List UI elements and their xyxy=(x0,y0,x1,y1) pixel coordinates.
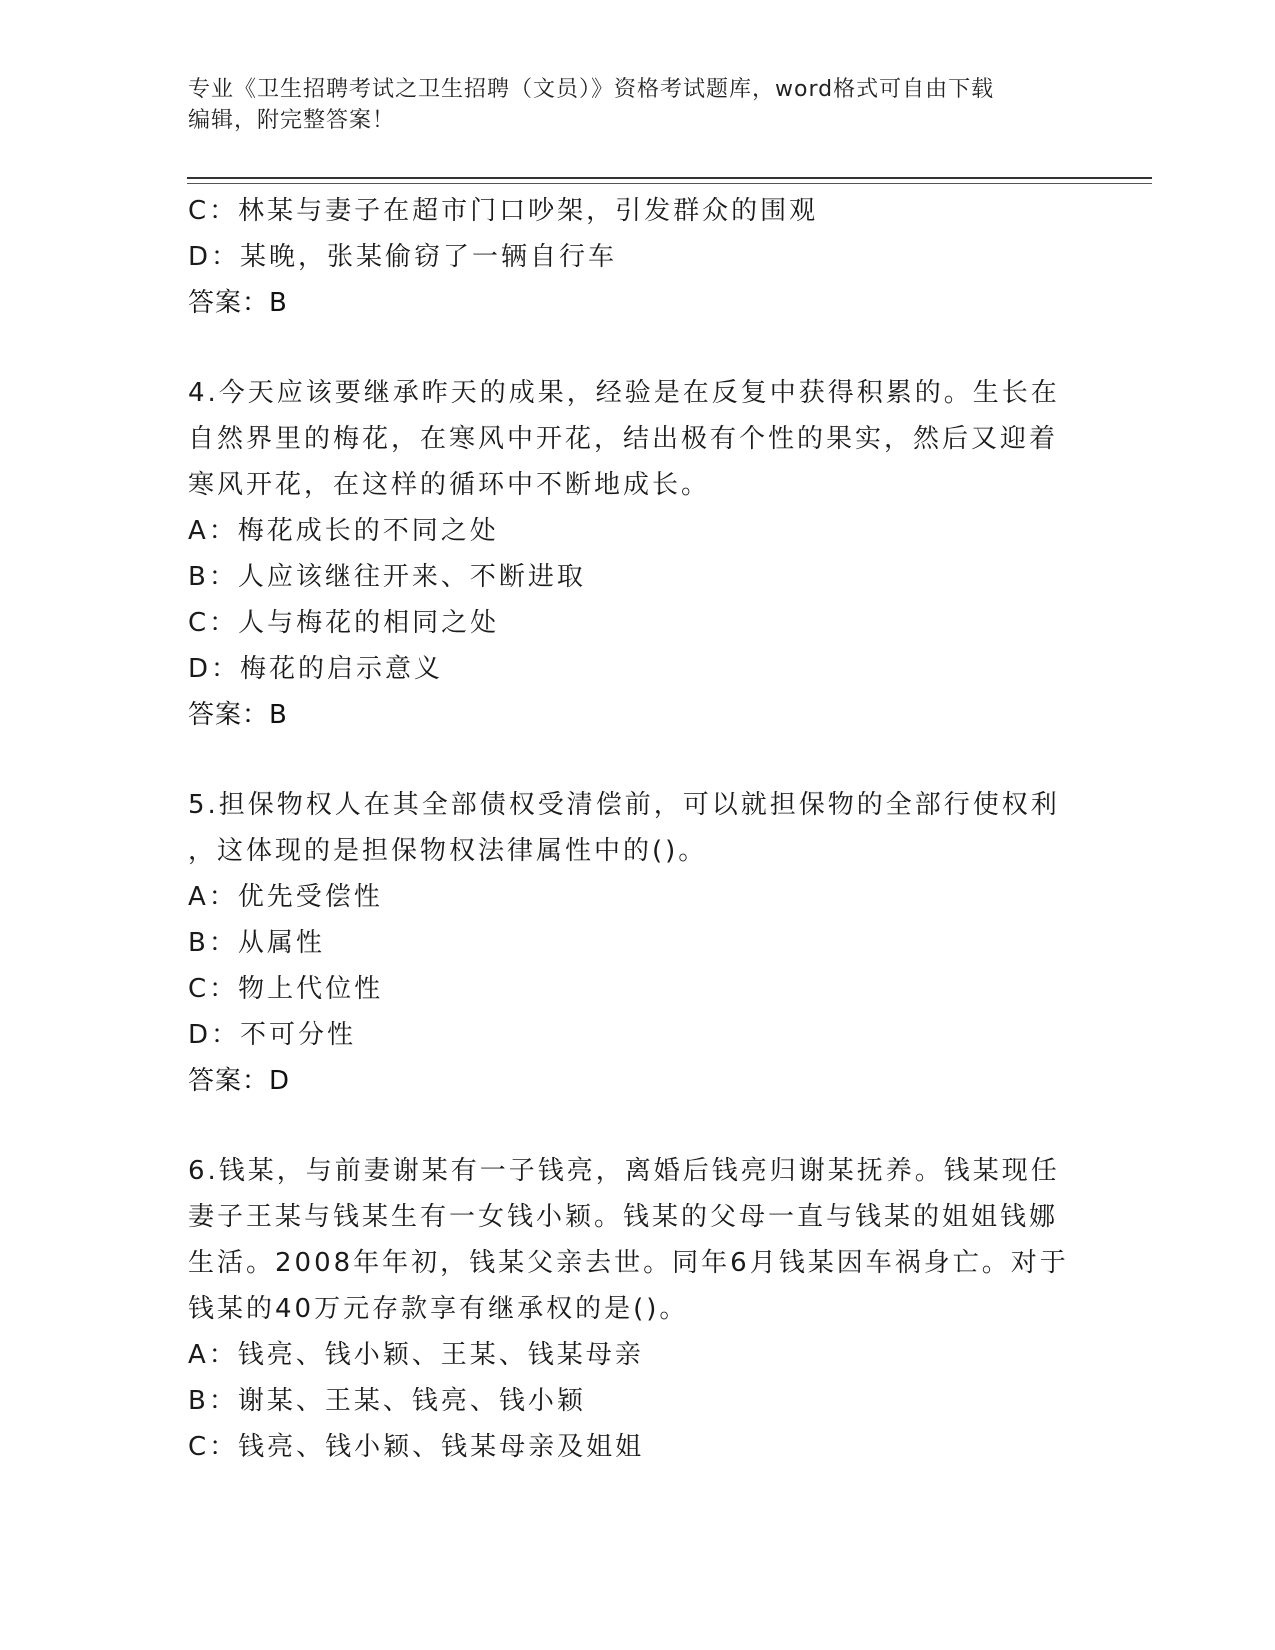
q4-answer: 答案：B xyxy=(188,700,288,730)
document-header xyxy=(188,74,1068,136)
question-content xyxy=(188,188,1068,1470)
header-divider-thick xyxy=(187,177,1152,179)
spacer xyxy=(188,326,1068,370)
q4-option-b: B：人应该继往开来、不断进取 xyxy=(188,562,586,592)
q3-option-c: C：林某与妻子在超市门口吵架，引发群众的围观 xyxy=(188,196,819,226)
q6-option-c: C：钱亮、钱小颖、钱某母亲及姐姐 xyxy=(188,1432,645,1462)
q6-option-a: A：钱亮、钱小颖、王某、钱某母亲 xyxy=(188,1340,644,1370)
q3-answer: 答案：B xyxy=(188,288,288,318)
spacer xyxy=(188,738,1068,782)
question-4 xyxy=(188,370,1068,738)
q6-text-line-3: 生活。2008年年初，钱某父亲去世。同年6月钱某因车祸身亡。对于 xyxy=(188,1248,1069,1278)
q3-option-d: D：某晚，张某偷窃了一辆自行车 xyxy=(188,242,618,272)
q5-answer: 答案：D xyxy=(188,1066,291,1096)
q4-option-d: D：梅花的启示意义 xyxy=(188,654,444,684)
q5-option-d: D：不可分性 xyxy=(188,1020,357,1050)
q4-option-a: A：梅花成长的不同之处 xyxy=(188,516,499,546)
q4-text-line-3: 寒风开花，在这样的循环中不断地成长。 xyxy=(188,470,711,500)
spacer xyxy=(188,1104,1068,1148)
q4-text-line-2: 自然界里的梅花，在寒风中开花，结出极有个性的果实，然后又迎着 xyxy=(188,424,1059,454)
q5-option-b: B：从属性 xyxy=(188,928,325,958)
question-5 xyxy=(188,782,1068,1104)
question-3 xyxy=(188,188,1068,326)
q5-text-line-2: ，这体现的是担保物权法律属性中的()。 xyxy=(188,836,708,866)
header-title-line-2: 编辑，附完整答案！ xyxy=(188,108,396,133)
q4-text-line-1: 4.今天应该要继承昨天的成果，经验是在反复中获得积累的。生长在 xyxy=(188,378,1060,408)
q5-text-line-1: 5.担保物权人在其全部债权受清偿前，可以就担保物的全部行使权利 xyxy=(188,790,1060,820)
q6-text-line-4: 钱某的40万元存款享有继承权的是()。 xyxy=(188,1294,689,1324)
q6-option-b: B：谢某、王某、钱亮、钱小颖 xyxy=(188,1386,586,1416)
q5-option-a: A：优先受偿性 xyxy=(188,882,383,912)
header-divider-thin xyxy=(187,183,1152,184)
q4-option-c: C：人与梅花的相同之处 xyxy=(188,608,500,638)
header-title-line-1: 专业《卫生招聘考试之卫生招聘（文员）》资格考试题库，word格式可自由下载 xyxy=(188,77,995,102)
q6-text-line-2: 妻子王某与钱某生有一女钱小颖。钱某的父母一直与钱某的姐姐钱娜 xyxy=(188,1202,1059,1232)
question-6 xyxy=(188,1148,1068,1470)
q6-text-line-1: 6.钱某，与前妻谢某有一子钱亮，离婚后钱亮归谢某抚养。钱某现任 xyxy=(188,1156,1060,1186)
q5-option-c: C：物上代位性 xyxy=(188,974,384,1004)
